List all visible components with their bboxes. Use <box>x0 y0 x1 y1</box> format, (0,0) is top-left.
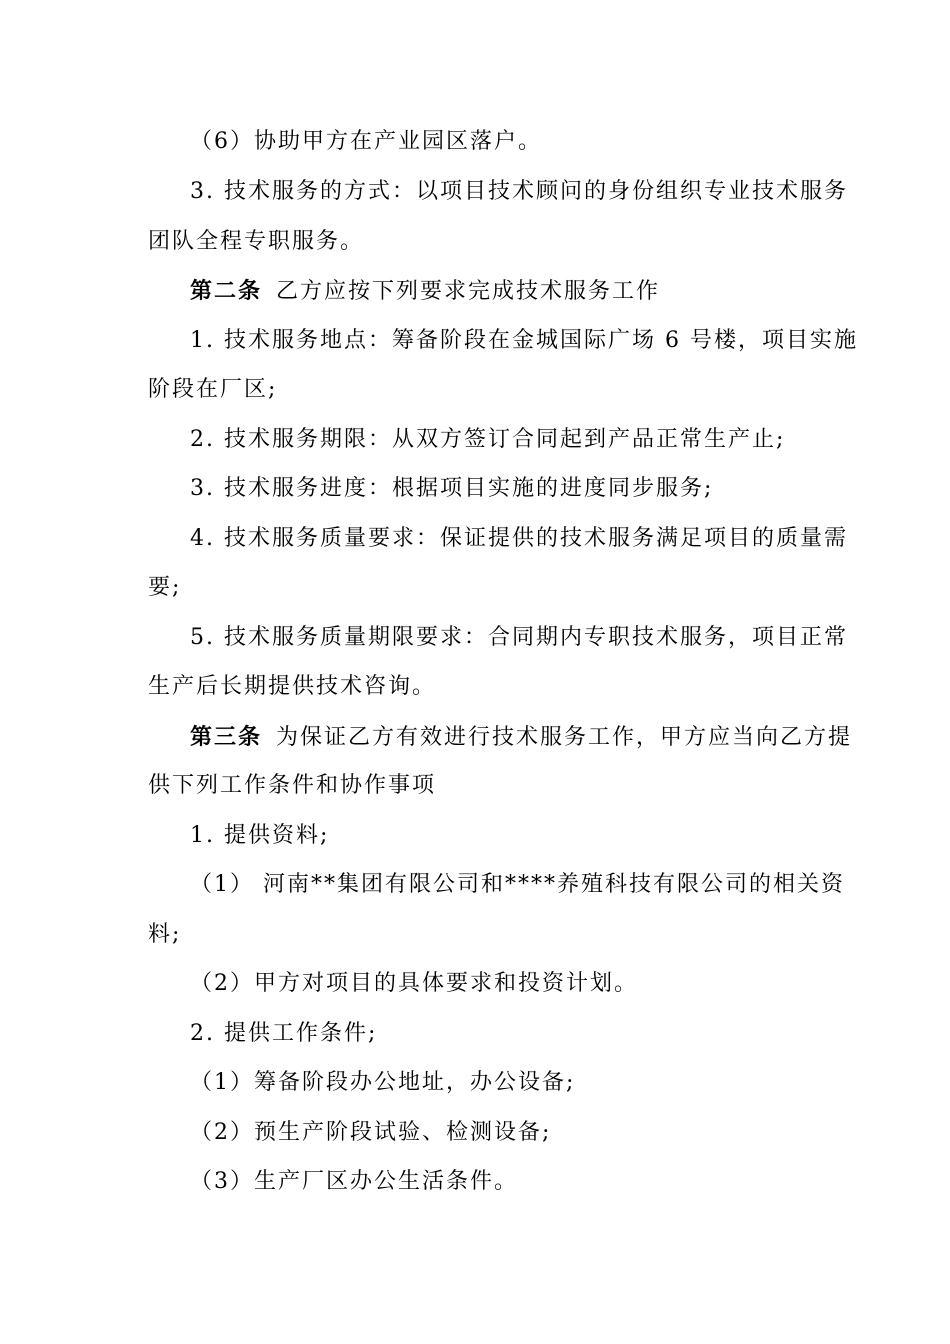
line-text: 3. 技术服务的方式：以项目技术顾问的身份组织专业技术服务 <box>190 179 848 204</box>
article-number: 第二条 <box>190 278 263 304</box>
paragraph-line <box>190 865 845 905</box>
paragraph-line <box>190 816 818 856</box>
paragraph-line <box>148 766 818 806</box>
paragraph-line <box>148 667 818 707</box>
line-text: 4. 技术服务质量要求：保证提供的技术服务满足项目的质量需 <box>190 526 848 551</box>
line-text: 为保证乙方有效进行技术服务工作，甲方应当向乙方提 <box>276 725 853 750</box>
line-text: 料; <box>148 922 182 947</box>
paragraph-line <box>190 172 848 212</box>
line-text: 要; <box>148 575 182 600</box>
line-text: （6）协助甲方在产业园区落户。 <box>190 129 542 154</box>
line-text: 阶段在厂区; <box>148 377 278 402</box>
paragraph-line <box>148 568 818 608</box>
line-text: （2）甲方对项目的具体要求和投资计划。 <box>190 971 638 996</box>
paragraph-line <box>190 1063 818 1103</box>
line-text: （3）生产厂区办公生活条件。 <box>190 1169 518 1194</box>
line-text: 乙方应按下列要求完成技术服务工作 <box>276 279 661 304</box>
paragraph-line <box>190 964 818 1004</box>
line-text: 团队全程专职服务。 <box>148 229 365 254</box>
paragraph-line <box>190 519 848 559</box>
line-text: 供下列工作条件和协作事项 <box>148 773 437 798</box>
line-text: （2）预生产阶段试验、检测设备; <box>190 1120 552 1145</box>
article-heading-line <box>190 717 853 757</box>
line-text: 2. 技术服务期限：从双方签订合同起到产品正常生产止; <box>190 427 786 452</box>
paragraph-line <box>148 222 818 262</box>
line-text: 5. 技术服务质量期限要求：合同期内专职技术服务，项目正常 <box>190 625 848 650</box>
line-text: 2. 提供工作条件; <box>190 1021 378 1046</box>
paragraph-line <box>190 618 848 658</box>
line-text: 3. 技术服务进度：根据项目实施的进度同步服务; <box>190 476 714 501</box>
paragraph-line <box>190 469 818 509</box>
line-text: 1. 提供资料; <box>190 823 330 848</box>
article-number: 第三条 <box>190 724 263 750</box>
line-text: （1）筹备阶段办公地址，办公设备; <box>190 1070 576 1095</box>
line-text: （1） 河南**集团有限公司和****养殖科技有限公司的相关资 <box>190 872 845 897</box>
paragraph-line <box>148 370 818 410</box>
line-text: 生产后长期提供技术咨询。 <box>148 674 437 699</box>
paragraph-line <box>148 915 818 955</box>
paragraph-line <box>190 1014 818 1054</box>
paragraph-line <box>190 420 818 460</box>
paragraph-line <box>190 122 818 162</box>
paragraph-line <box>190 1162 818 1202</box>
line-text: 1. 技术服务地点：筹备阶段在金城国际广场 6 号楼，项目实施 <box>190 328 858 353</box>
paragraph-line <box>190 1113 818 1153</box>
article-heading-line <box>190 271 818 311</box>
paragraph-line <box>190 321 858 361</box>
